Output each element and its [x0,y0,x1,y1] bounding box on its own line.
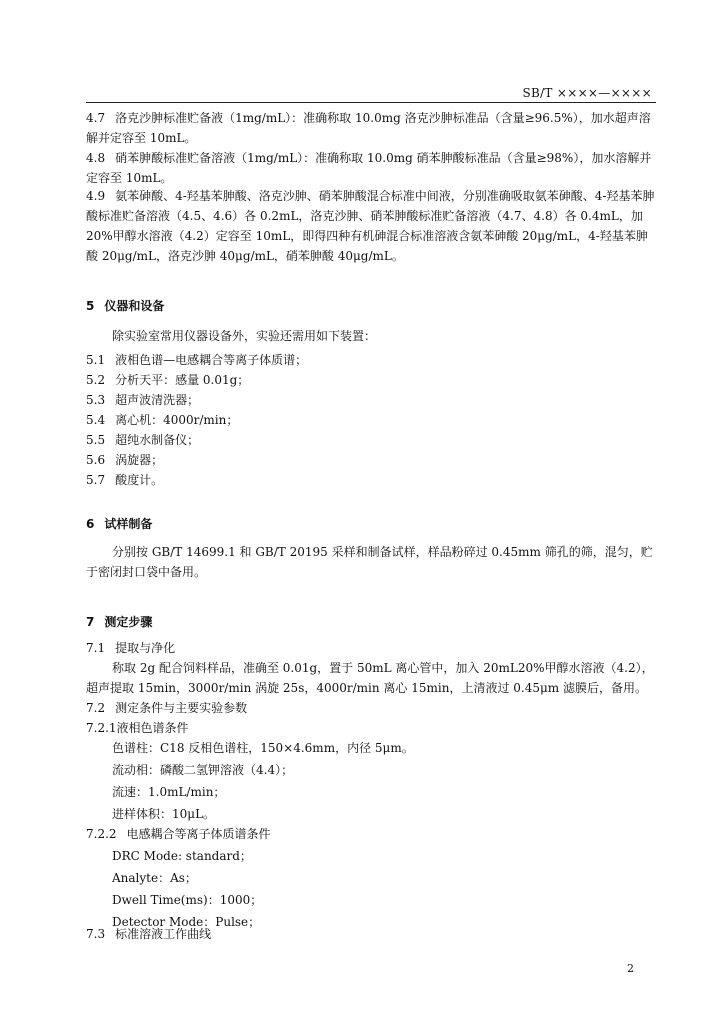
icpms-condition-line: DRC Mode: standard； [112,849,252,863]
clause-number: 7.2 [86,701,106,715]
item-text: 超声波清洗器； [115,393,200,407]
item-number: 5.3 [86,393,106,407]
lc-condition-line: 流速：1.0mL/min； [112,785,226,799]
clause-number: 7.1 [86,641,106,655]
lc-condition-line: 流动相：磷酸二氢钾溶液（4.4）； [112,763,294,777]
clause-4-7 [86,108,658,148]
item-number: 5.4 [86,413,106,427]
clause-7-2-2-heading [86,824,658,844]
icpms-condition-line: Analyte：As； [112,871,197,885]
clause-number: 7.2.1 [86,721,117,735]
clause-7-1-text: 称取 2g 配合饲料样品，准确至 0.01g，置于 50mL 离心管中，加入 20mL20%甲醇水溶液（4.2），超声提取 15min，3000r/min 涡旋 25s，4000r/min 离心 15min，上清液过 0.45μm 滤膜后，备用。 [86,661,654,695]
icpms-condition-line: Dwell Time(ms)：1000； [112,893,263,907]
clause-7-1-heading [86,638,658,658]
equipment-item [86,430,658,450]
clause-title: 提取与净化 [115,641,176,655]
clause-title: 测定条件与主要实验参数 [115,701,248,715]
lc-condition-line: 色谱柱：C18 反相色谱柱，150×4.6mm，内径 5μm。 [112,741,414,755]
section-7-heading [86,612,658,632]
item-number: 5.2 [86,373,106,387]
equipment-item [86,470,658,490]
section-number: 7 [86,615,95,629]
section-6-text: 分别按 GB/T 14699.1 和 GB/T 20195 采样和制备试样，样品粉碎过 0.45mm 筛孔的筛，混匀，贮于密闭封口袋中备用。 [86,545,653,579]
clause-7-3-heading [86,924,658,944]
clause-title: 电感耦合等离子体质谱条件 [126,827,271,841]
clause-4-9 [86,186,658,266]
equipment-item [86,450,658,470]
page-number: 2 [627,962,634,975]
equipment-item [86,350,658,370]
icpms-condition-line: Detector Mode：Pulse； [112,915,261,929]
section-title: 测定步骤 [104,615,153,629]
equipment-item [86,410,658,430]
equipment-item [86,370,658,390]
clause-7-2-heading [86,698,658,718]
section-number: 5 [86,299,95,313]
item-text: 涡旋器； [115,453,164,467]
clause-4-8 [86,148,658,188]
section-number: 6 [86,517,95,531]
clause-number: 4.8 [86,151,106,165]
section-title: 试样制备 [104,517,153,531]
doc-code-header: SB/T ××××—×××× [522,86,652,100]
clause-title: 液相色谱条件 [116,721,189,735]
section-6-heading [86,514,658,534]
item-number: 5.5 [86,433,106,447]
item-text: 酸度计。 [115,473,164,487]
item-text: 液相色谱—电感耦合等离子体质谱； [115,353,308,367]
item-text: 分析天平：感量 0.01g； [115,373,250,387]
item-number: 5.1 [86,353,106,367]
section-title: 仪器和设备 [104,299,165,313]
item-number: 5.6 [86,453,106,467]
clause-number: 4.9 [86,189,106,203]
clause-number: 7.2.2 [86,827,117,841]
section-5-intro: 除实验室常用仪器设备外，实验还需用如下装置： [112,329,377,343]
clause-text: 氨苯砷酸、4-羟基苯胂酸、洛克沙胂、硝苯胂酸混合标准中间液，分别准确吸取氨苯砷酸、4-羟基苯胂酸标准贮备溶液（4.5、4.6）各 0.2mL，洛克沙胂、硝苯胂酸标准贮备溶液（4.7、4.8）各 0.4mL，加 20%甲醇水溶液（4.2）定容至 10mL，即得四种有机砷混合标准溶液含氨苯砷酸 20μg/mL，4-羟基苯胂酸 20μg/mL，洛克沙胂 40μg/mL，硝苯胂酸 40μg/mL。 [86,189,655,263]
clause-7-2-1-heading [86,718,658,738]
clause-text: 硝苯胂酸标准贮备溶液（1mg/mL）：准确称取 10.0mg 硝苯胂酸标准品（含量≥98%），加水溶解并定容至 10mL。 [86,151,652,185]
item-number: 5.7 [86,473,106,487]
section-5-heading [86,296,658,316]
clause-number: 7.3 [86,927,106,941]
clause-text: 洛克沙胂标准贮备液（1mg/mL）：准确称取 10.0mg 洛克沙胂标准品（含量≥96.5%），加水超声溶解并定容至 10mL。 [86,111,651,145]
clause-number: 4.7 [86,111,106,125]
item-text: 离心机：4000r/min； [115,413,239,427]
equipment-item [86,390,658,410]
lc-condition-line: 进样体积：10μL。 [112,807,216,821]
item-text: 超纯水制备仪； [115,433,200,447]
clause-title: 标准溶液工作曲线 [115,927,212,941]
header-rule [86,102,656,103]
